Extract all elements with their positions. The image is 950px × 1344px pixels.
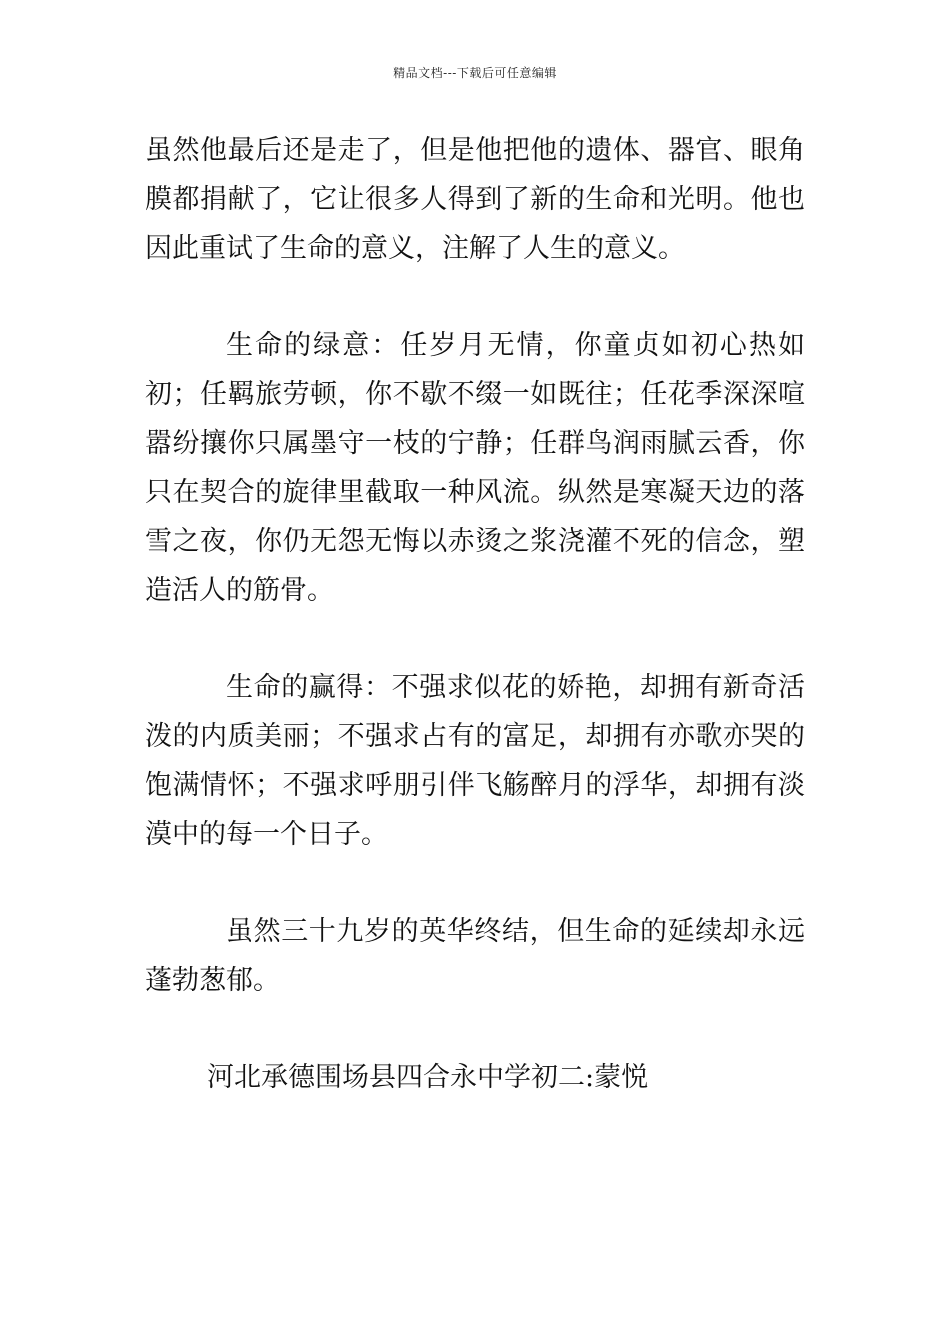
paragraph-1: 虽然他最后还是走了，但是他把他的遗体、器官、眼角膜都捐献了，它让很多人得到了新的生命和光明。他也因此重试了生命的意义，注解了人生的意义。: [145, 135, 805, 264]
author-signature: 河北承德围场县四合永中学初二:蒙悦: [207, 1062, 649, 1093]
page-header: 精品文档---下载后可任意编辑: [393, 66, 557, 80]
paragraph-4: 虽然三十九岁的英华终结，但生命的延续却永远蓬勃葱郁。: [145, 916, 805, 996]
paragraph-3: 生命的赢得：不强求似花的娇艳，却拥有新奇活泼的内质美丽；不强求占有的富足，却拥有亦歌亦哭的饱满情怀；不强求呼朋引伴飞觞醉月的浮华，却拥有淡漠中的每一个日子。: [145, 672, 805, 850]
paragraph-2: 生命的绿意：任岁月无情，你童贞如初心热如初；任羁旅劳顿，你不歇不缀一如既往；任花季深深喧嚣纷攘你只属墨守一枝的宁静；任群鸟润雨腻云香，你只在契合的旋律里截取一种风流。纵然是寒凝天边的落雪之夜，你仍无怨无悔以赤烫之浆浇灌不死的信念，塑造活人的筋骨。: [145, 330, 805, 606]
article-body: [145, 126, 805, 1102]
